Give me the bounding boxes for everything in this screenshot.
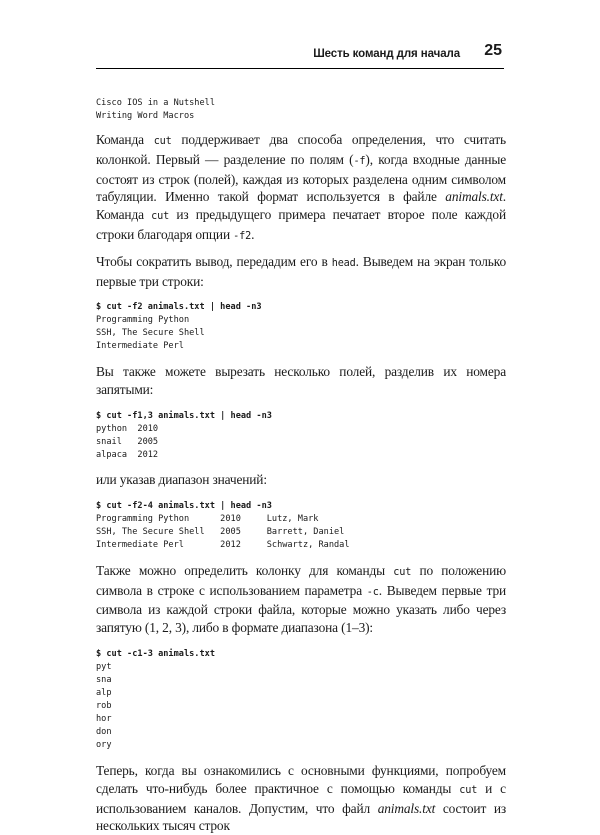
code-line: SSH, The Secure Shell 2005 Barrett, Daniel bbox=[96, 526, 345, 537]
paragraph: Также можно определить колонку для команды cut по положению символа в строке с использованием параметра -c. Выведем первые три символа из каждой строки файла, которые можно указать либо через запятую (1, 2, 3), либо в формате диапазона (1–3): bbox=[96, 562, 506, 636]
running-header bbox=[96, 42, 504, 69]
code-line: alpaca 2012 bbox=[96, 449, 159, 460]
code-block bbox=[96, 648, 506, 752]
chapter-title: Шесть команд для начала bbox=[313, 48, 460, 60]
code-line: Intermediate Perl 2012 Schwartz, Randal bbox=[96, 539, 350, 550]
page-number: 25 bbox=[484, 42, 502, 59]
code-line: Writing Word Macros bbox=[96, 111, 195, 121]
code-line: hor bbox=[96, 713, 112, 724]
code-command: $ cut -c1-3 animals.txt bbox=[96, 648, 215, 659]
code-line: ory bbox=[96, 739, 112, 750]
code-line: rob bbox=[96, 700, 112, 711]
code-line: snail 2005 bbox=[96, 436, 159, 447]
code-line: Programming Python 2010 Lutz, Mark bbox=[96, 513, 319, 524]
paragraph: Теперь, когда вы ознакомились с основными функциями, попробуем сделать что-нибудь более практичное с помощью команды cut и с использованием каналов. Допустим, что файл animals.txt состоит из нескольких тысяч строк bbox=[96, 762, 506, 834]
code-block bbox=[96, 500, 506, 552]
code-line: SSH, The Secure Shell bbox=[96, 328, 205, 339]
paragraph: Команда cut поддерживает два способа определения, что считать колонкой. Первый — разделение по полям (-f), когда входные данные состоят из строк (полей), каждая из которых разделена одним символом табуляции. Именно такой формат используется в файле animals.txt. Команда cut из предыдущего примера печатает второе поле каждой строки благодаря опции -f2. bbox=[96, 132, 506, 242]
code-line: Intermediate Perl bbox=[96, 341, 184, 352]
code-block bbox=[96, 301, 506, 353]
code-line: alp bbox=[96, 687, 112, 698]
paragraph: или указав диапазон значений: bbox=[96, 471, 267, 487]
paragraph: Вы также можете вырезать несколько полей, разделив их номера запятыми: bbox=[96, 364, 506, 398]
code-block bbox=[96, 410, 506, 462]
code-line: Programming Python bbox=[96, 315, 190, 326]
code-line: sna bbox=[96, 674, 112, 685]
code-line: don bbox=[96, 726, 112, 737]
code-line: python 2010 bbox=[96, 423, 159, 434]
page-body bbox=[96, 97, 506, 835]
code-command: $ cut -f2 animals.txt | head -n3 bbox=[96, 302, 262, 313]
code-block-output bbox=[96, 97, 506, 123]
paragraph: Чтобы сократить вывод, передадим его в head. Выведем на экран только первые три строки: bbox=[96, 253, 506, 289]
code-line: pyt bbox=[96, 661, 112, 672]
code-command: $ cut -f2-4 animals.txt | head -n3 bbox=[96, 500, 272, 511]
code-command: $ cut -f1,3 animals.txt | head -n3 bbox=[96, 410, 272, 421]
code-line: Cisco IOS in a Nutshell bbox=[96, 98, 215, 108]
